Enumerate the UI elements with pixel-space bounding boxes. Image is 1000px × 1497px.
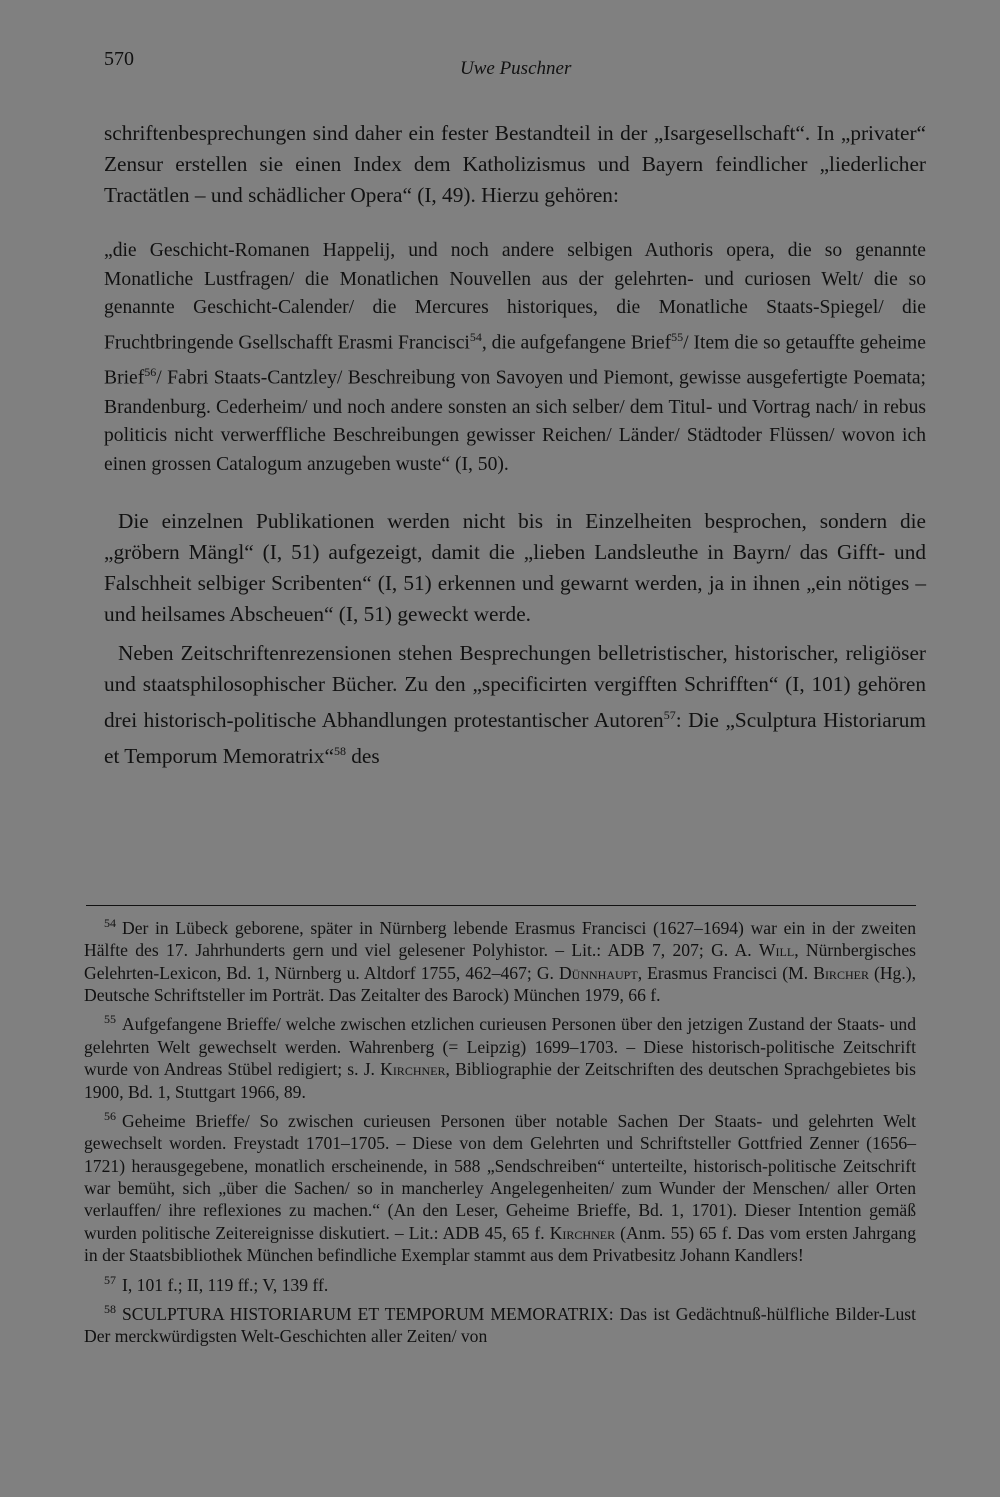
- paragraph-3-text-a: Neben Zeitschriftenrezensionen stehen Besprechungen belletristischer, historischer, religiöser und staatsphilosophischer Bücher. Zu den „specificirten vergifften Schrifften“ (I, 101) gehören drei historisch-politische Abhandlungen protestantischer Autoren: [104, 640, 926, 732]
- footnote-ref-56: 56: [144, 365, 157, 380]
- footnote-ref-55: 55: [671, 330, 684, 345]
- footnote-number: 57: [104, 1272, 116, 1287]
- footnote-54: [84, 912, 916, 1006]
- footnote-divider: [86, 905, 916, 906]
- footnote-text: , Bibliographie der Zeitschriften des deutschen Sprachgebietes bis 1900, Bd. 1, Stuttgart 1966, 89.: [84, 1059, 916, 1102]
- footnote-number: 55: [104, 1012, 116, 1027]
- paragraph-3-text-b: : Die „Sculptura Historiarum et Temporum Memoratrix“: [104, 707, 926, 768]
- footnote-text: , Nürnbergisches Gelehrten-Lexicon, Bd. 1, Nürnberg u. Altdorf 1755, 462–467; G.: [84, 940, 916, 983]
- paragraph-3-text-c: des: [345, 743, 380, 768]
- footnote-57: [84, 1269, 916, 1296]
- footnote-56: [84, 1105, 916, 1267]
- author-name: Will: [758, 940, 795, 961]
- footnote-text: Geheime Brieffe/ So zwischen curieusen Personen über notable Sachen Der Staats- und gelehrten Welt gewechselt worden. Freystadt 1701–1705. – Diese von dem Gelehrten und Schriftsteller Gottfried Zenner (1656–1721) herausgegebene, monatlich erscheinende, in 588 „Sendschreiben“ unterteilte, historisch-politische Zeitschrift war bemüht, sich „über die Sachen/ so in mancherley Angelegenheiten/ zum Wunder der Menschen/ aller Orten verlauffen/ ihre reflexiones zu machen.“ (An den Leser, Geheime Brieffe, Bd. 1, 1701). Dieser Intention gemäß wurden politische Zeitereignisse diskutiert. – Lit.: ADB 45, 65 f.: [84, 1110, 916, 1243]
- paragraph-2: Die einzelnen Publikationen werden nicht bis in Einzelheiten besprochen, sondern die „gröbern Mängl“ (I, 51) aufgezeigt, damit die „lieben Landsleuthe in Bayrn/ das Gifft- und Falschheit selbiger Scribenten“ (I, 51) erkennen und gewarnt werden, ja in ihnen „ein nötiges – und heilsames Abscheuen“ (I, 51) geweckt werde.: [104, 508, 926, 626]
- footnote-text: Der in Lübeck geborene, später in Nürnberg lebende Erasmus Francisci (1627–1694) war ein in der zweiten Hälfte des 17. Jahrhunderts gern und viel gelesener Polyhistor. – Lit.: ADB 7, 207; G. A.: [84, 917, 916, 961]
- title-caps: SCULPTURA HISTORIARUM ET TEMPORUM MEMORATRIX: [122, 1303, 609, 1324]
- quote-text-a: „die Geschicht-Romanen Happelij, und noch andere selbigen Authoris opera, die so genannte Monatliche Lustfragen/ die Monatlichen Nouvellen aus der gelehrten- und curiosen Welt/ die so genannte Geschicht-Calender/ die Mercures historiques, die Monatliche Staats-Spiegel/ die Fruchtbringende Gsellschafft Erasmi Francisci: [104, 240, 926, 354]
- block-quote: [104, 237, 926, 480]
- footnote-number: 56: [104, 1108, 116, 1123]
- footnote-ref-57: 57: [663, 707, 676, 722]
- footnote-text: , Erasmus Francisci (M.: [637, 962, 814, 983]
- author-name: Bircher: [813, 962, 869, 983]
- footnote-55: [84, 1008, 916, 1102]
- quote-text-d: / Fabri Staats-Cantzley/ Beschreibung von Savoyen und Piemont, gewisse ausgefertigte Poemata; Brandenburg. Cederheim/ und noch andere sonsten an sich selber/ dem Titul- und Vortrag nach/ in rebus politicis nicht verwerffliche Beschreibungen gewisser Reichen/ Länder/ Städtoder Flüssen/ wovon ich einen grossen Catalogum anzugeben wuste“ (I, 50).: [104, 367, 926, 475]
- paragraph-1: schriftenbesprechungen sind daher ein fester Bestandteil in der „Isargesellschaft“. In „privater“ Zensur erstellen sie einen Index dem Katholizismus und Bayern feindlicher „liederlicher Tractätlen – und schädlicher Opera“ (I, 49). Hierzu gehören:: [104, 121, 926, 207]
- footnote-text: : Das ist Gedächtnuß-hülfliche Bilder-Lust Der merckwürdigsten Welt-Geschichten aller Zeiten/ von: [84, 1303, 916, 1347]
- footnotes: [84, 912, 916, 1350]
- author-name: Dünnhaupt: [558, 962, 638, 983]
- author-name: Kirchner: [549, 1222, 616, 1243]
- footnote-text: (Anm. 55) 65 f. Das vom ersten Jahrgang in der Staatsbibliothek München befindliche Exemplar stammt aus dem Privatbesitz Johann Kandlers!: [84, 1222, 916, 1266]
- footnote-text: (Hg.), Deutsche Schriftsteller im Porträt. Das Zeitalter des Barock) München 1979, 66 f.: [84, 962, 917, 1006]
- running-head: Uwe Puschner: [460, 58, 572, 79]
- quote-text-c: / Item die so getauffte geheime Brief: [104, 332, 926, 389]
- footnote-text: Aufgefangene Brieffe/ welche zwischen etzlichen curieusen Personen über den jetzigen Zustand der Staats- und gelehrten Welt gewechselt werden. Wahrenberg (= Leipzig) 1699–1703. – Diese historisch-politische Zeitschrift wurde von Andreas Stübel redigiert; s. J.: [84, 1014, 916, 1080]
- footnote-number: 54: [104, 916, 116, 930]
- footnote-text: I, 101 f.; II, 119 ff.; V, 139 ff.: [122, 1274, 329, 1295]
- quote-text-b: , die aufgefangene Brief: [481, 332, 672, 354]
- page-number: 570: [104, 48, 134, 70]
- footnote-ref-58: 58: [333, 743, 346, 758]
- author-name: Kirchner: [380, 1059, 446, 1080]
- footnote-ref-54: 54: [469, 330, 482, 345]
- footnote-number: 58: [104, 1301, 116, 1316]
- footnote-58: [84, 1298, 916, 1348]
- paragraph-3: [104, 638, 926, 772]
- main-text: [104, 118, 926, 772]
